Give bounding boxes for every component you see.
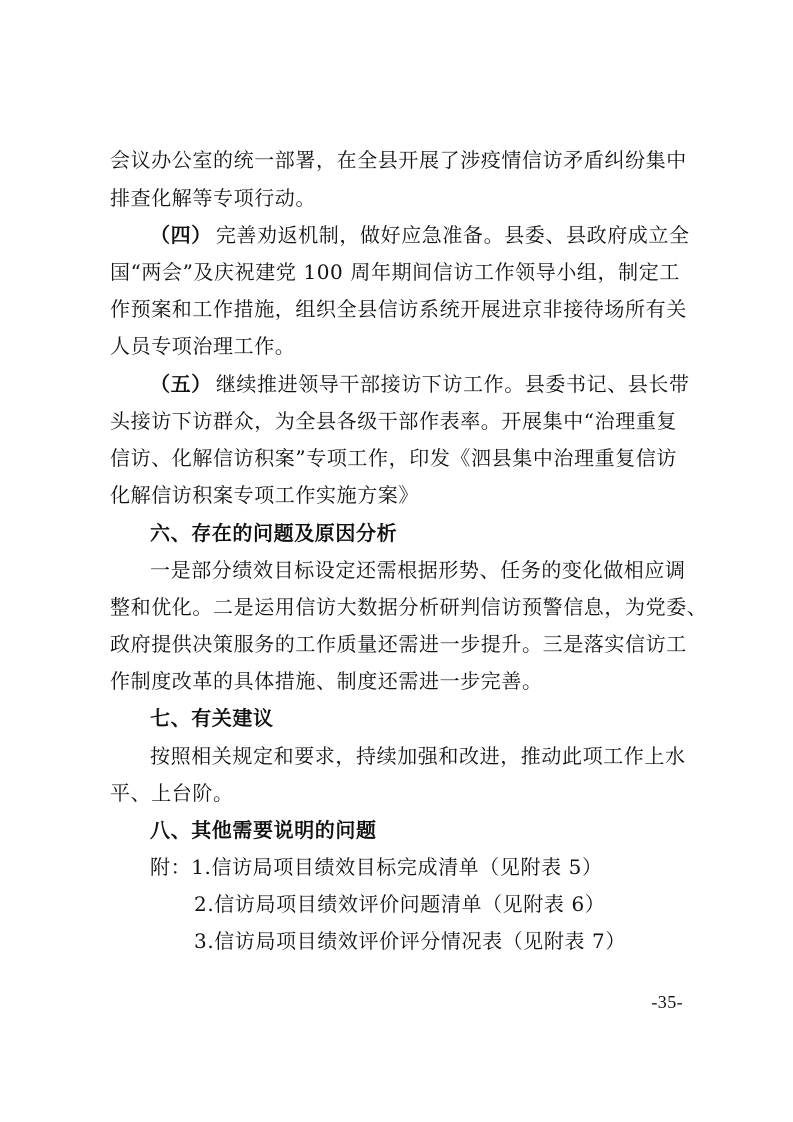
paragraph-3-line-4: 化解信访积案专项工作实施方案》 [110, 483, 419, 507]
appendix-item-3: 3.信访局项目绩效评价评分情况表（见附表 7） [194, 929, 626, 953]
paragraph-2-line-2: 国“两会”及庆祝建党 100 周年期间信访工作领导小组，制定工 [110, 260, 680, 284]
heading-7: 七、有关建议 [150, 706, 274, 730]
paragraph-5-line-1: 按照相关规定和要求，持续加强和改进，推动此项工作上水 [150, 744, 686, 768]
paragraph-4-line-3: 政府提供决策服务的工作质量还需进一步提升。三是落实信访工 [110, 632, 687, 656]
paragraph-2-line-1-text: 完善劝返机制，做好应急准备。县委、县政府成立全 [215, 223, 690, 247]
appendix-item-1: 附：1.信访局项目绩效目标完成清单（见附表 5） [150, 855, 603, 879]
paragraph-4-line-4: 作制度改革的具体措施、制度还需进一步完善。 [110, 669, 543, 693]
paragraph-2-label: （四） [150, 223, 212, 247]
paragraph-4-line-2: 整和优化。二是运用信访大数据分析研判信访预警信息，为党委、 [110, 595, 708, 619]
page-number: -35- [651, 992, 683, 1012]
paragraph-4-line-1: 一是部分绩效目标设定还需根据形势、任务的变化做相应调 [150, 558, 686, 582]
heading-8: 八、其他需要说明的问题 [150, 818, 377, 842]
paragraph-1-line-1: 会议办公室的统一部署，在全县开展了涉疫情信访矛盾纠纷集中 [110, 148, 687, 172]
paragraph-3-line-3: 信访、化解信访积案”专项工作，印发《泗县集中治理重复信访 [110, 446, 678, 470]
paragraph-5-line-2: 平、上台阶。 [110, 781, 234, 805]
paragraph-1-line-2: 排查化解等专项行动。 [110, 186, 316, 210]
paragraph-3-label: （五） [150, 372, 212, 396]
appendix-item-2: 2.信访局项目绩效评价问题清单（见附表 6） [194, 892, 606, 916]
heading-6: 六、存在的问题及原因分析 [150, 521, 398, 545]
paragraph-3-line-2: 头接访下访群众，为全县各级干部作表率。开展集中“治理重复 [110, 409, 678, 433]
paragraph-3-line-1-text: 继续推进领导干部接访下访工作。县委书记、县长带 [215, 372, 690, 396]
paragraph-2-line-3: 作预案和工作措施，组织全县信访系统开展进京非接待场所有关 [110, 297, 687, 321]
paragraph-2-line-1 [0, 220, 793, 250]
paragraph-2-line-4: 人员专项治理工作。 [110, 334, 296, 358]
paragraph-3-line-1 [0, 369, 793, 399]
